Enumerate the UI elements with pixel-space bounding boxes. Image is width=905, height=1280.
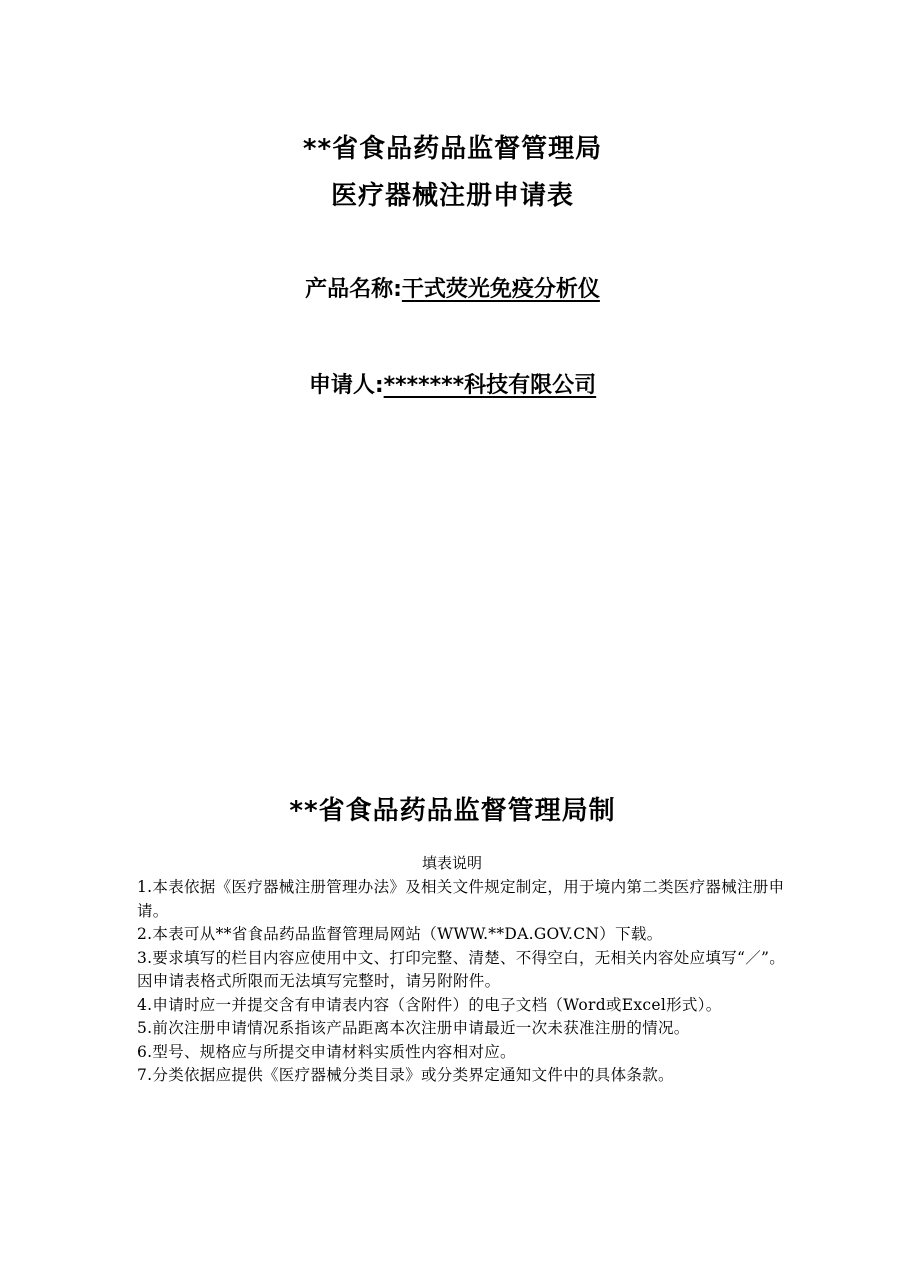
applicant-label: 申请人:	[308, 373, 384, 398]
instruction-item: 2.本表可从**省食品药品监督管理局网站（WWW.**DA.GOV.CN）下载。	[137, 925, 663, 943]
applicant-value: *******科技有限公司	[383, 373, 597, 398]
product-name-label: 产品名称:	[305, 277, 402, 302]
agency-title: **省食品药品监督管理局	[302, 134, 603, 164]
instruction-item: 7.分类依据应提供《医疗器械分类目录》或分类界定通知文件中的具体条款。	[137, 1066, 674, 1084]
instruction-item: 5.前次注册申请情况系指该产品距离本次注册申请最近一次未获准注册的情况。	[137, 1019, 690, 1037]
instruction-item: 4.申请时应一并提交含有申请表内容（含附件）的电子文档（Word或Excel形式）。	[137, 995, 722, 1014]
instruction-item: 3.要求填写的栏目内容应使用中文、打印完整、清楚、不得空白，无相关内容处应填写“／”。因申请表格式所限而无法填写完整时，请另附附件。	[137, 948, 786, 990]
instruction-item: 1.本表依据《医疗器械注册管理办法》及相关文件规定制定，用于境内第二类医疗器械注册申请。	[137, 878, 785, 920]
product-name-field	[0, 272, 905, 303]
applicant-field	[0, 368, 905, 399]
issuer-line: **省食品药品监督管理局制	[289, 796, 616, 826]
form-title: 医疗器械注册申请表	[330, 181, 574, 211]
instructions-heading: 填表说明	[421, 854, 482, 872]
fill-instructions	[137, 852, 787, 1088]
instruction-item: 6.型号、规格应与所提交申请材料实质性内容相对应。	[137, 1042, 516, 1061]
instructions-list	[137, 876, 787, 1088]
product-name-value: 干式荧光免疫分析仪	[401, 277, 600, 302]
